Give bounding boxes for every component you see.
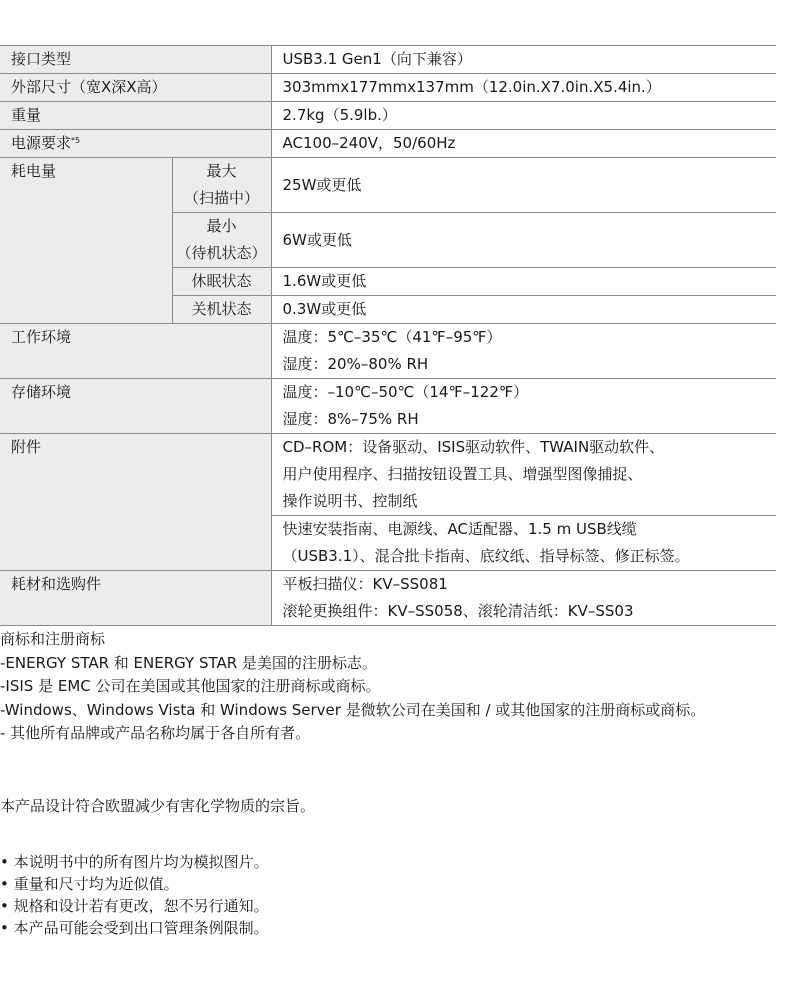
notes-list: [0, 851, 269, 939]
trademark-line: -ISIS 是 EMC 公司在美国或其他国家的注册商标或商标。: [0, 677, 381, 695]
spec-sublabel-max-line2: （扫描中）: [184, 189, 260, 207]
accessories-cdrom-line: CD–ROM：设备驱动、ISIS驱动软件、TWAIN驱动软件、: [282, 438, 665, 456]
spec-row-interface: [0, 46, 776, 74]
spec-value-off: 0.3W或更低: [271, 296, 776, 324]
spec-row-consumption-max: [0, 158, 776, 213]
spec-label-power-text: 电源要求: [11, 134, 72, 152]
operating-humidity: 湿度：20%–80% RH: [282, 355, 429, 373]
spec-label-consumables: 耗材和选购件: [0, 571, 271, 626]
spec-label-interface: 接口类型: [0, 46, 271, 74]
spec-value-operating-env: [271, 324, 776, 379]
spec-value-accessories-cdrom: [271, 434, 776, 516]
spec-value-storage-env: [271, 379, 776, 434]
note-item: • 规格和设计若有更改，恕不另行通知。: [0, 897, 269, 915]
spec-value-consumables: [271, 571, 776, 626]
note-item: • 重量和尺寸均为近似值。: [0, 875, 179, 893]
rohs-statement: 本产品设计符合欧盟减少有害化学物质的宗旨。: [0, 797, 316, 815]
spec-value-max: 25W或更低: [271, 158, 776, 213]
operating-temperature: 温度：5℃–35℃（41℉–95℉）: [282, 328, 502, 346]
spec-sublabel-min-line2: （待机状态）: [176, 244, 267, 262]
trademarks-section: [0, 628, 790, 746]
spec-row-power: [0, 130, 776, 158]
trademark-line: - 其他所有品牌或产品名称均属于各自所有者。: [0, 724, 311, 742]
spec-row-dimensions: [0, 74, 776, 102]
trademarks-heading: 商标和注册商标: [0, 630, 106, 648]
note-item: • 本说明书中的所有图片均为模拟图片。: [0, 853, 269, 871]
spec-sublabel-max-line1: 最大: [206, 162, 237, 180]
spec-label-accessories: 附件: [0, 434, 271, 571]
spec-label-consumption: 耗电量: [0, 158, 172, 324]
spec-value-interface: USB3.1 Gen1（向下兼容）: [271, 46, 776, 74]
trademark-line: -Windows、Windows Vista 和 Windows Server 是微软公司在美国和 / 或其他国家的注册商标或商标。: [0, 700, 706, 719]
spec-value-dimensions: 303mmx177mmx137mm（12.0in.X7.0in.X5.4in.）: [271, 74, 776, 102]
spec-label-dimensions: 外部尺寸（宽X深X高）: [0, 74, 271, 102]
accessories-other-line: （USB3.1）、混合批卡指南、底纹纸、指导标签、修正标签。: [282, 547, 690, 565]
spec-row-consumables: [0, 571, 776, 626]
spec-row-operating-env: [0, 324, 776, 379]
footnote-marker: *5: [71, 136, 81, 145]
accessories-cdrom-line: 用户使用程序、扫描按钮设置工具、增强型图像捕捉、: [282, 465, 643, 483]
storage-temperature: 温度：–10℃–50℃（14℉–122℉）: [282, 383, 529, 401]
spec-value-sleep: 1.6W或更低: [271, 268, 776, 296]
accessories-cdrom-line: 操作说明书、控制纸: [282, 492, 418, 510]
spec-value-min: 6W或更低: [271, 213, 776, 268]
storage-humidity: 湿度：8%–75% RH: [282, 410, 419, 428]
spec-sublabel-off: 关机状态: [172, 296, 271, 324]
trademark-line: -ENERGY STAR 和 ENERGY STAR 是美国的注册标志。: [0, 653, 377, 672]
spec-label-weight: 重量: [0, 102, 271, 130]
note-item: • 本产品可能会受到出口管理条例限制。: [0, 919, 269, 937]
spec-sublabel-min-line1: 最小: [206, 217, 237, 235]
spec-row-weight: [0, 102, 776, 130]
spec-row-accessories-cdrom: [0, 434, 776, 516]
spec-label-operating-env: 工作环境: [0, 324, 271, 379]
spec-label-storage-env: 存储环境: [0, 379, 271, 434]
spec-value-accessories-other: [271, 516, 776, 571]
spec-sublabel-min: [172, 213, 271, 268]
consumables-line: 平板扫描仪：KV–SS081: [282, 575, 448, 593]
spec-label-power: [0, 130, 271, 158]
spec-value-power: AC100–240V，50/60Hz: [271, 130, 776, 158]
spec-value-weight: 2.7kg（5.9lb.）: [271, 102, 776, 130]
spec-sublabel-max: [172, 158, 271, 213]
specifications-table: [0, 45, 776, 626]
consumables-line: 滚轮更换组件：KV–SS058、滚轮清洁纸：KV–SS03: [282, 602, 634, 620]
spec-sublabel-sleep: 休眠状态: [172, 268, 271, 296]
accessories-other-line: 快速安装指南、电源线、AC适配器、1.5 m USB线缆: [282, 520, 637, 538]
spec-row-storage-env: [0, 379, 776, 434]
